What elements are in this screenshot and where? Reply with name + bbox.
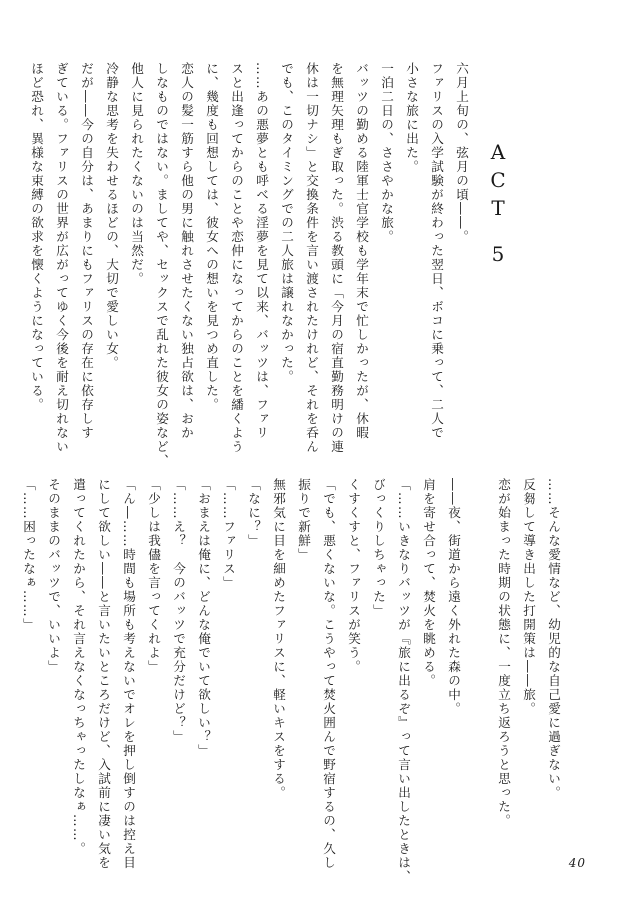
- text-line: 休は一切ナシ」と交換条件を言い渡されたけれど、それを呑ん: [304, 62, 319, 454]
- text-line: 振りで新鮮」: [296, 478, 311, 562]
- text-line: くすくすと、ファリスが笑う。: [346, 478, 361, 674]
- text-line: ぎている。ファリスの世界が広がってゆく今後を耐え切れない: [54, 62, 69, 454]
- text-line: ――夜、街道から遠く外れた森の中。: [446, 478, 461, 716]
- text-line: 「なに？」: [246, 478, 261, 548]
- text-line: 小さな旅に出た。: [404, 62, 419, 174]
- text-line: 一泊二日の、ささやかな旅。: [379, 62, 394, 244]
- text-line: 遣ってくれたから、それ言えなくなっちゃったしなぁ……。: [71, 478, 86, 856]
- text-line: ……あの悪夢とも呼べる淫夢を見て以来、バッツは、ファリ: [254, 62, 269, 440]
- text-line: そのままのバッツで、いいよ」: [46, 478, 61, 674]
- text-line: ……そんな愛情など、幼児的な自己愛に過ぎない。: [546, 478, 561, 800]
- text-line: 反芻して導き出した打開策は――旅。: [521, 478, 536, 716]
- text-line: だが――今の自分は、あまりにもファリスの存在に依存しす: [79, 62, 94, 440]
- text-line: 「……ファリス」: [221, 478, 236, 590]
- text-line: でも、このタイミングでの二人旅は譲れなかった。: [279, 62, 294, 384]
- text-line: 恋人の髪一筋すら他の男に触れさせたくない独占欲は、おか: [179, 62, 194, 440]
- text-line: 「ん―……時間も場所も考えないでオレを押し倒すのは控え目: [121, 478, 136, 870]
- text-line: ファリスの入学試験が終わった翌日、ボコに乗って、二人で: [429, 62, 444, 440]
- upper-text-block: [24, 62, 474, 468]
- chapter-heading: [486, 140, 510, 270]
- text-line: 肩を寄せ合って、焚火を眺める。: [421, 478, 436, 688]
- lower-text-block: [16, 478, 566, 884]
- text-line: 六月上旬の、弦月の頃――。: [454, 62, 469, 244]
- text-line: を無理矢理もぎ取った。渋る教頭に「今月の宿直勤務明けの連: [329, 62, 344, 454]
- text-line: しなものではない。ましてや、セックスで乱れた彼女の姿など、: [154, 62, 169, 468]
- text-line: 「……困ったなぁ……」: [21, 478, 36, 632]
- page-number: 40: [568, 856, 586, 870]
- text-line: に、幾度も回想しては、彼女への想いを見つめ直した。: [204, 62, 219, 412]
- text-line: 「……いきなりバッツが『旅に出るぞ』って言い出したときは、: [396, 478, 411, 884]
- text-line: 冷静な思考を失わせるほどの、大切で愛しい女。: [104, 62, 119, 370]
- chapter-heading-number: 5: [486, 242, 510, 270]
- text-line: 「……え？ 今のバッツで充分だけど？」: [171, 478, 186, 744]
- text-line: スと出逢ってからのことや恋仲になってからのことを繙くよう: [229, 62, 244, 454]
- chapter-heading-label: ACT: [486, 140, 510, 224]
- text-line: 無邪気に目を細めたファリスに、軽いキスをする。: [271, 478, 286, 800]
- text-line: [466, 478, 491, 830]
- text-line: びっくりしちゃった」: [371, 478, 386, 618]
- text-line: 「少しは我儘を言ってくれよ」: [146, 478, 161, 674]
- text-line: にして欲しい――と言いたいところだけど、入試前に凄い気を: [96, 478, 111, 870]
- text-line: 他人に見られたくないのは当然だ。: [129, 62, 144, 286]
- text-line: 「でも、悪くないな。こうやって焚火囲んで野宿するの、久し: [321, 478, 336, 870]
- text-line: ほど恐れ、異様な束縛の欲求を懐くようになっている。: [29, 62, 44, 412]
- text-line: バッツの勤める陸軍士官学校も学年末で忙しかったが、休暇: [354, 62, 369, 440]
- text-line: 「おまえは俺に、どんな俺でいて欲しい？」: [196, 478, 211, 758]
- text-line: 恋が始まった時期の状態に、一度立ち返ろうと思った。: [496, 478, 511, 828]
